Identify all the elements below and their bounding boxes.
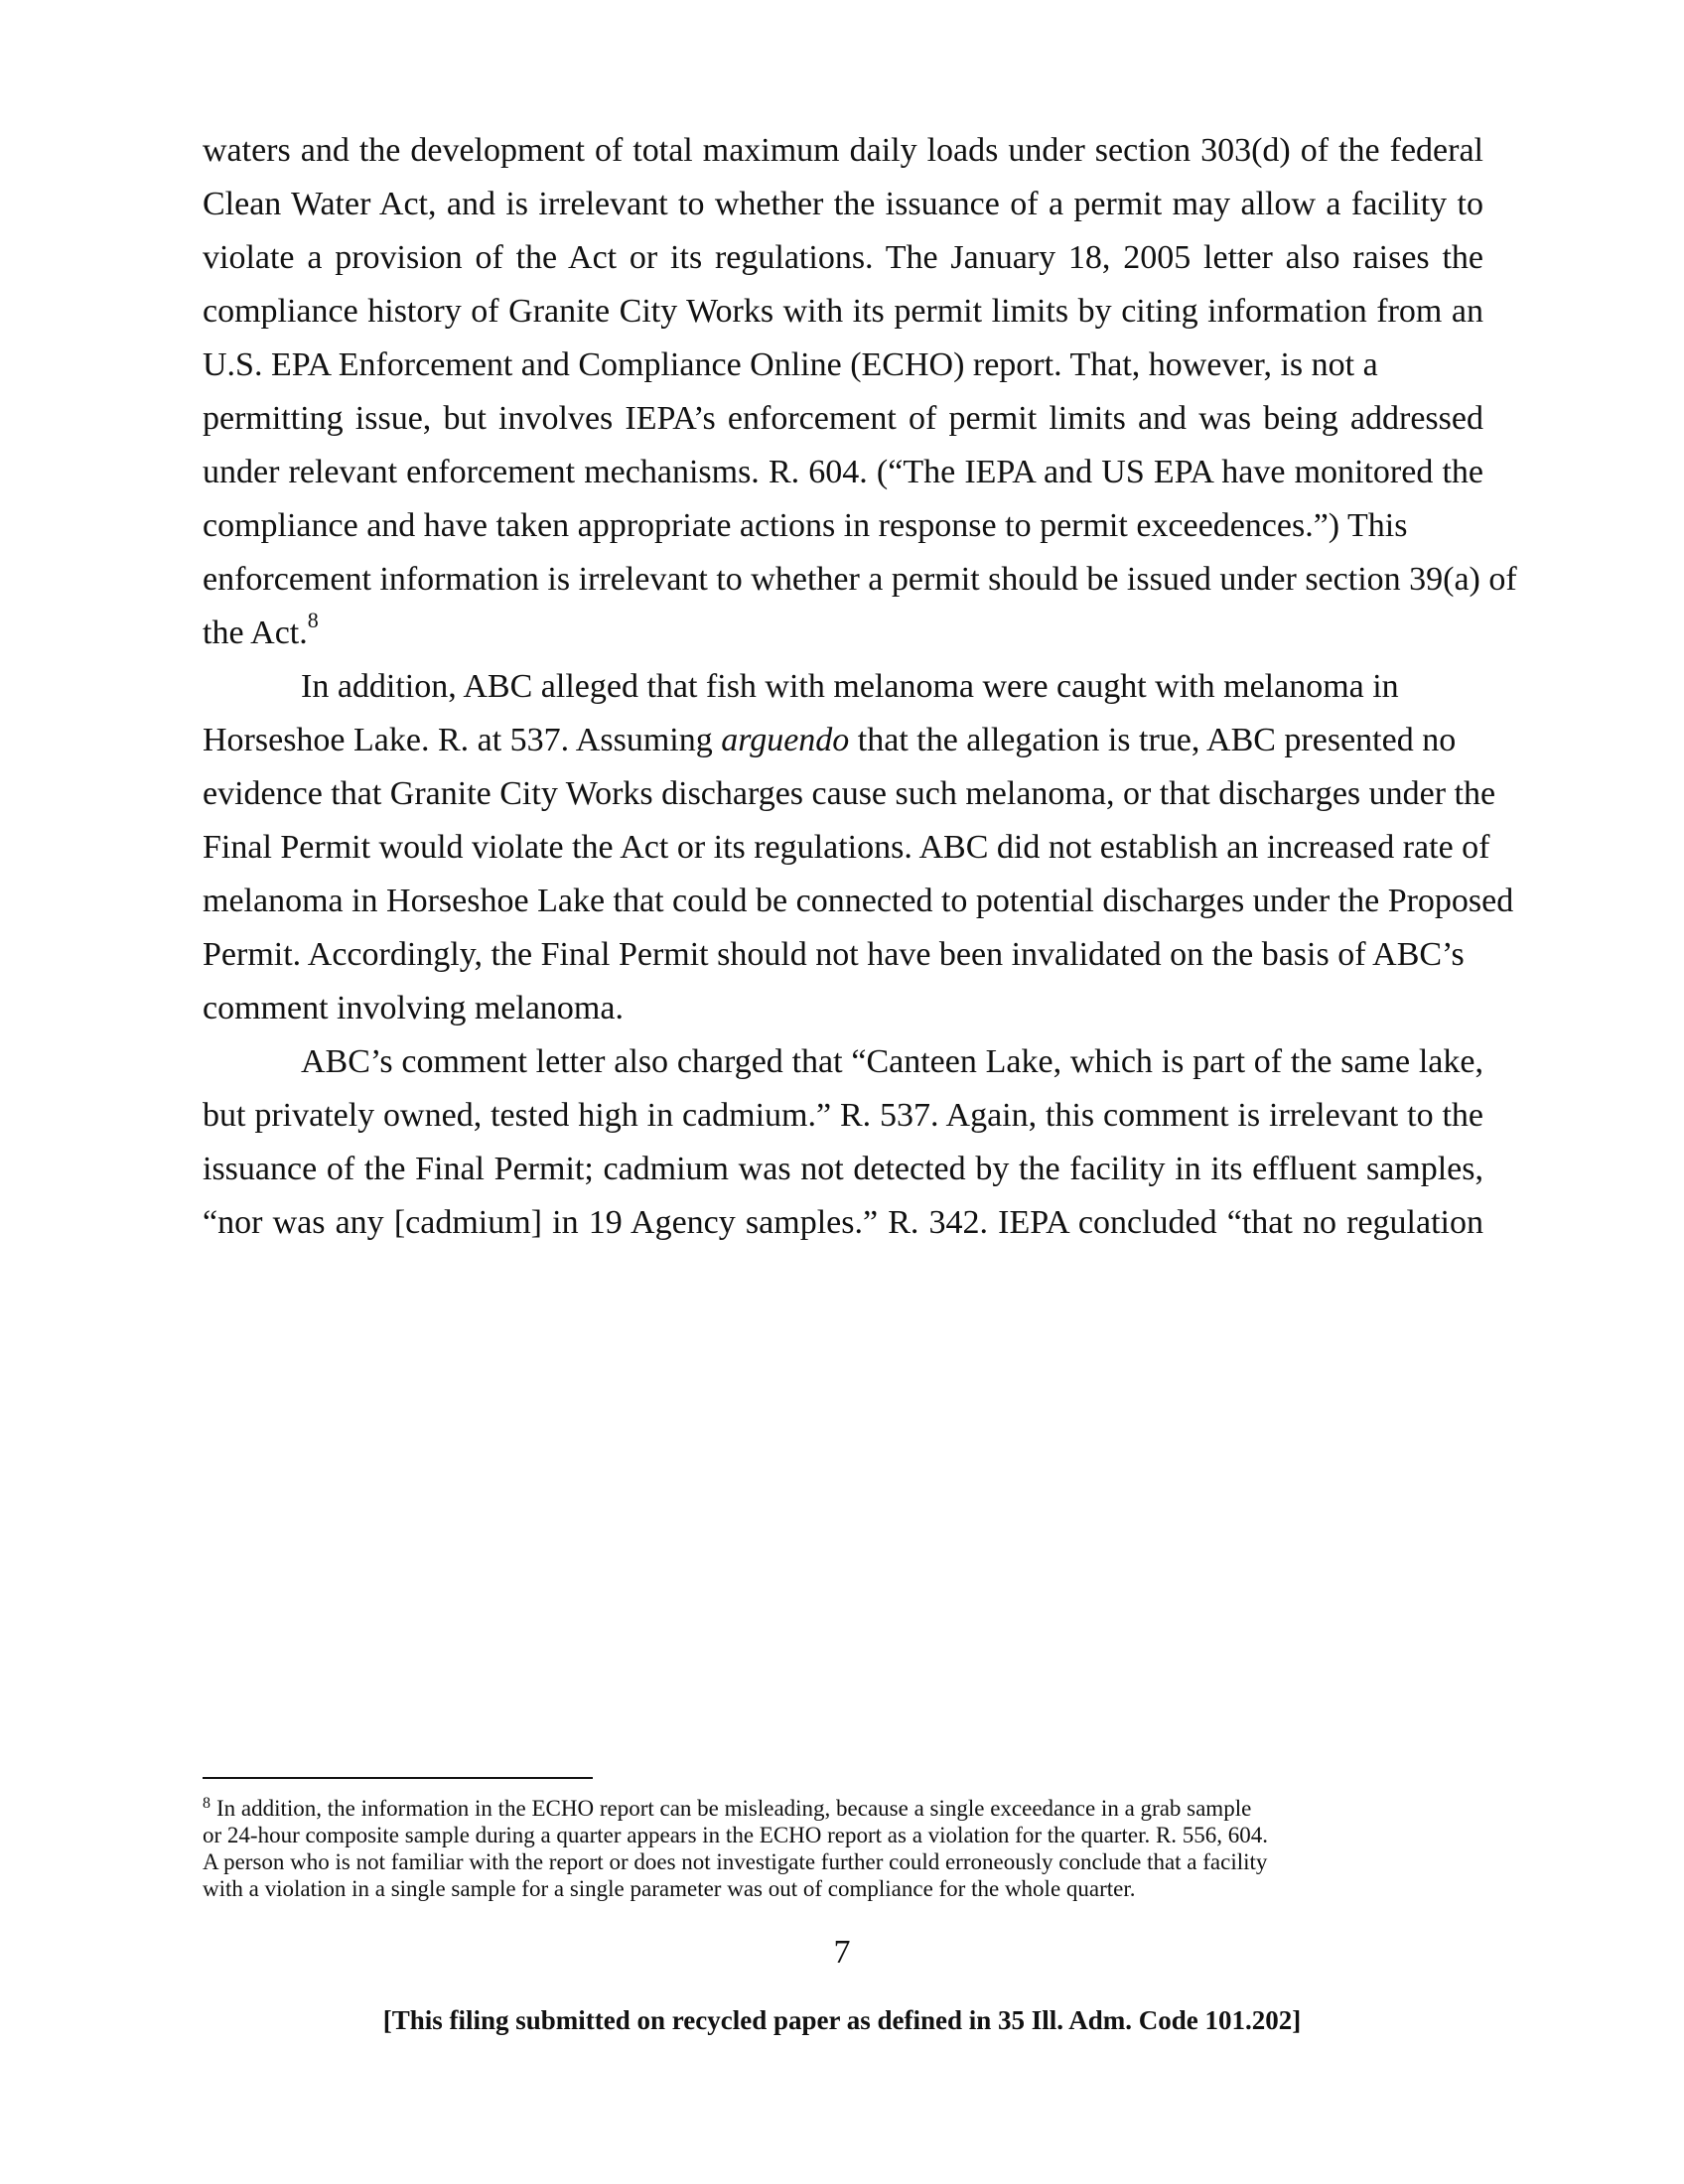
body-line-21: “nor was any [cadmium] in 19 Agency samples.” R. 342. IEPA concluded “that no regulation bbox=[203, 1204, 1483, 1241]
body-line-10-text: the Act. bbox=[203, 614, 308, 651]
body-line-18: ABC’s comment letter also charged that “Canteen Lake, which is part of the same lake, bbox=[301, 1043, 1483, 1080]
body-line-13: evidence that Granite City Works discharges cause such melanoma, or that discharges under the bbox=[203, 775, 1496, 812]
body-line-10 bbox=[203, 607, 1483, 653]
body-line-19: but privately owned, tested high in cadmium.” R. 537. Again, this comment is irrelevant to the bbox=[203, 1097, 1483, 1134]
page-number: 7 bbox=[833, 1934, 851, 1971]
footnote-separator bbox=[203, 1777, 593, 1779]
body-line-12-a: Horseshoe Lake. R. at 537. Assuming bbox=[203, 722, 722, 758]
body-line-6: permitting issue, but involves IEPA’s enforcement of permit limits and was being addressed bbox=[203, 400, 1483, 437]
body-line-9: enforcement information is irrelevant to whether a permit should be issued under section 39(a) of bbox=[203, 561, 1517, 598]
body-line-12 bbox=[203, 721, 1483, 760]
body-line-14: Final Permit would violate the Act or its regulations. ABC did not establish an increased rate of bbox=[203, 829, 1490, 866]
body-line-20: issuance of the Final Permit; cadmium was not detected by the facility in its effluent samples, bbox=[203, 1151, 1483, 1187]
body-line-8: compliance and have taken appropriate actions in response to permit exceedences.”) This bbox=[203, 507, 1408, 544]
body-line-5: U.S. EPA Enforcement and Compliance Online (ECHO) report. That, however, is not a bbox=[203, 346, 1378, 383]
footnote-line-3: A person who is not familiar with the report or does not investigate further could erroneously conclude that a facility bbox=[203, 1849, 1268, 1874]
body-line-12-b: that the allegation is true, ABC presented no bbox=[849, 722, 1457, 758]
footnote-line-1 bbox=[203, 1795, 1483, 1825]
italic-term: arguendo bbox=[721, 722, 850, 758]
body-line-3: violate a provision of the Act or its regulations. The January 18, 2005 letter also raises the bbox=[203, 239, 1483, 276]
body-line-16: Permit. Accordingly, the Final Permit should not have been invalidated on the basis of ABC’s bbox=[203, 936, 1465, 973]
body-line-7: under relevant enforcement mechanisms. R. 604. (“The IEPA and US EPA have monitored the bbox=[203, 454, 1483, 490]
page-footer: [This filing submitted on recycled paper as defined in 35 Ill. Adm. Code 101.202] bbox=[382, 2005, 1302, 2035]
body-line-1: waters and the development of total maximum daily loads under section 303(d) of the federal bbox=[203, 132, 1483, 169]
body-line-17: comment involving melanoma. bbox=[203, 990, 624, 1026]
footnote-line-1-text: In addition, the information in the ECHO report can be misleading, because a single exceedance in a grab sample bbox=[216, 1796, 1252, 1821]
body-line-4: compliance history of Granite City Works with its permit limits by citing information from an bbox=[203, 293, 1483, 330]
footnote-marker: 8 bbox=[203, 1795, 210, 1812]
body-line-2: Clean Water Act, and is irrelevant to whether the issuance of a permit may allow a facility to bbox=[203, 186, 1483, 222]
footnote-reference: 8 bbox=[307, 607, 319, 632]
footnote-line-4: with a violation in a single sample for a single parameter was out of compliance for the whole quarter. bbox=[203, 1876, 1136, 1901]
body-line-11: In addition, ABC alleged that fish with melanoma were caught with melanoma in bbox=[301, 668, 1399, 705]
footnote-line-2: or 24-hour composite sample during a quarter appears in the ECHO report as a violation for the quarter. R. 556, 604. bbox=[203, 1823, 1269, 1847]
body-line-15: melanoma in Horseshoe Lake that could be connected to potential discharges under the Proposed bbox=[203, 883, 1514, 919]
